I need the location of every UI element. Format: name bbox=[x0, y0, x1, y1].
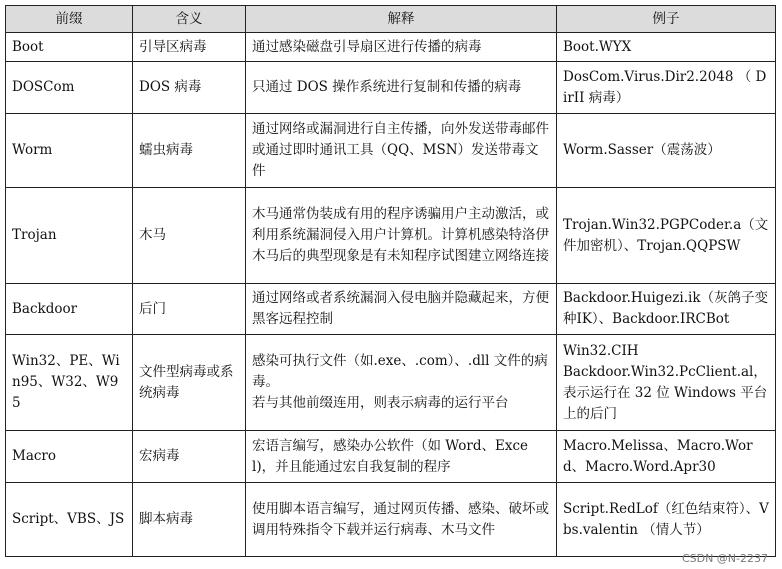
cell-example bbox=[557, 62, 776, 114]
cell-example bbox=[557, 431, 776, 483]
cell-meaning: 木马 bbox=[133, 188, 246, 284]
cell-prefix: Win32、PE、Win95、W32、W95 bbox=[6, 335, 133, 431]
table-row bbox=[6, 284, 776, 335]
cell-explain bbox=[246, 33, 557, 62]
cell-meaning: 宏病毒 bbox=[133, 431, 246, 483]
example-paragraph: Win32.CIH bbox=[563, 342, 639, 359]
explain-paragraph: 若与其他前缀连用，则表示病毒的运行平台 bbox=[252, 395, 509, 411]
example-paragraph: Worm.Sasser（震荡波） bbox=[563, 142, 721, 158]
header-meaning: 含义 bbox=[133, 6, 246, 33]
cell-example bbox=[557, 284, 776, 335]
cell-prefix: Script、VBS、JS bbox=[6, 483, 133, 557]
cell-meaning: 蠕虫病毒 bbox=[133, 114, 246, 188]
cell-explain bbox=[246, 483, 557, 557]
cell-explain bbox=[246, 284, 557, 335]
cell-meaning: 引导区病毒 bbox=[133, 33, 246, 62]
cell-prefix: Backdoor bbox=[6, 284, 133, 335]
example-paragraph: Script.RedLof（红色结束符）、Vbs.valentin （情人节） bbox=[563, 500, 769, 538]
example-paragraph: Trojan.Win32.PGPCoder.a（文件加密机）、Trojan.QQPSW bbox=[563, 216, 769, 254]
explain-paragraph: 感染可执行文件（如.exe、.com）、.dll 文件的病毒。 bbox=[252, 353, 548, 390]
cell-explain bbox=[246, 335, 557, 431]
example-paragraph: Macro.Melissa、Macro.Word、Macro.Word.Apr30 bbox=[563, 437, 753, 475]
cell-example bbox=[557, 483, 776, 557]
table-row bbox=[6, 483, 776, 557]
table-row bbox=[6, 114, 776, 188]
explain-paragraph: 木马通常伪装成有用的程序诱骗用户主动激活，或利用系统漏洞侵入用户计算机。计算机感染特洛伊木马后的典型现象是有未知程序试图建立网络连接 bbox=[252, 206, 549, 264]
table-row bbox=[6, 62, 776, 114]
explain-paragraph: 只通过 DOS 操作系统进行复制和传播的病毒 bbox=[252, 79, 522, 95]
cell-explain bbox=[246, 114, 557, 188]
cell-example bbox=[557, 188, 776, 284]
explain-paragraph: 通过网络或者系统漏洞入侵电脑并隐藏起来，方便黑客远程控制 bbox=[252, 290, 549, 327]
explain-paragraph: 通过感染磁盘引导扇区进行传播的病毒 bbox=[252, 38, 482, 55]
cell-meaning: 后门 bbox=[133, 284, 246, 335]
cell-meaning: 脚本病毒 bbox=[133, 483, 246, 557]
table-row bbox=[6, 335, 776, 431]
table-row bbox=[6, 431, 776, 483]
table-row bbox=[6, 33, 776, 62]
header-explain: 解释 bbox=[246, 6, 557, 33]
example-paragraph: Backdoor.Huigezi.ik（灰鸽子变种IK）、Backdoor.IRCBot bbox=[563, 290, 769, 327]
cell-explain bbox=[246, 188, 557, 284]
virus-prefix-table bbox=[5, 5, 776, 557]
cell-prefix: DOSCom bbox=[6, 62, 133, 114]
cell-example bbox=[557, 33, 776, 62]
example-paragraph: DosCom.Virus.Dir2.2048 （ DirII 病毒） bbox=[563, 68, 767, 106]
table-header-row bbox=[6, 6, 776, 33]
cell-example bbox=[557, 335, 776, 431]
explain-paragraph: 使用脚本语言编写，通过网页传播、感染、破坏或调用特殊指令下载并运行病毒、木马文件 bbox=[252, 500, 549, 538]
cell-example bbox=[557, 114, 776, 188]
cell-meaning: 文件型病毒或系统病毒 bbox=[133, 335, 246, 431]
header-prefix: 前缀 bbox=[6, 6, 133, 33]
explain-paragraph: 通过网络或漏洞进行自主传播，向外发送带毒邮件或通过即时通讯工具（QQ、MSN）发送带毒文件 bbox=[252, 121, 549, 179]
example-paragraph: Backdoor.Win32.PcClient.al， 表示运行在 32 位 Windows 平台上的后门 bbox=[563, 363, 768, 422]
table-body bbox=[6, 33, 776, 557]
watermark: CSDN @N-2237 bbox=[681, 552, 768, 565]
cell-prefix: Boot bbox=[6, 33, 133, 62]
cell-explain bbox=[246, 431, 557, 483]
cell-meaning: DOS 病毒 bbox=[133, 62, 246, 114]
cell-prefix: Macro bbox=[6, 431, 133, 483]
table-row bbox=[6, 188, 776, 284]
header-example: 例子 bbox=[557, 6, 776, 33]
cell-prefix: Trojan bbox=[6, 188, 133, 284]
explain-paragraph: 宏语言编写，感染办公软件（如 Word、Excel)，并且能通过宏自我复制的程序 bbox=[252, 437, 528, 475]
example-paragraph: Boot.WYX bbox=[563, 38, 632, 55]
cell-prefix: Worm bbox=[6, 114, 133, 188]
cell-explain bbox=[246, 62, 557, 114]
